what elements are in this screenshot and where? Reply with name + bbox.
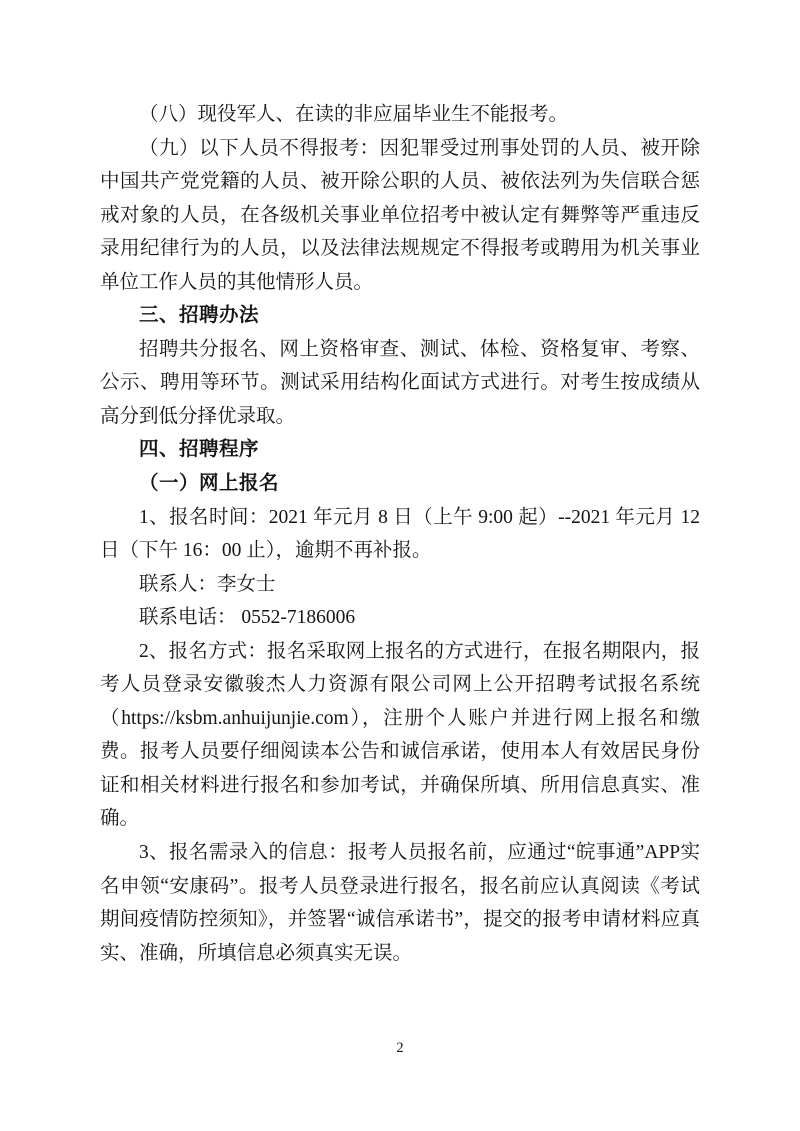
paragraph-recruitment-steps: 招聘共分报名、网上资格审查、测试、体检、资格复审、考察、公示、聘用等环节。测试采用结构化面试方式进行。对考生按成绩从高分到低分择优录取。	[100, 338, 700, 427]
paragraph-registration-info: 3、报名需录入的信息：报考人员报名前，应通过“皖事通”APP实名申领“安康码”。报考人员登录进行报名，报名前应认真阅读《考试期间疫情防控须知》，并签署“诚信承诺书”，提交的报考申请材料应真实、准确，所填信息必须真实无误。	[100, 842, 700, 964]
paragraph-item-9-ineligible: （九）以下人员不得报考：因犯罪受过刑事处罚的人员、被开除中国共产党党籍的人员、被开除公职的人员、被依法列为失信联合惩戒对象的人员，在各级机关事业单位招考中被认定有舞弊等严重违反录用纪律行为的人员，以及法律法规规定不得报考或聘用为机关事业单位工作人员的其他情形人员。	[100, 137, 700, 293]
paragraph-contact-phone: 联系电话： 0552-7186006	[139, 607, 356, 629]
subsection-heading-online-registration: （一）网上报名	[139, 472, 280, 495]
section-heading-recruitment-method: 三、招聘办法	[139, 304, 260, 327]
section-heading-recruitment-procedure: 四、招聘程序	[139, 438, 260, 461]
page-number: 2	[396, 1040, 404, 1056]
paragraph-item-8-military: （八）现役军人、在读的非应届毕业生不能报考。	[139, 104, 569, 125]
paragraph-registration-method: 2、报名方式：报名采取网上报名的方式进行，在报名期限内，报考人员登录安徽骏杰人力资源有限公司网上公开招聘考试报名系统（https://ksbm.anhuijunjie.com），注册个人账户并进行网上报名和缴费。报考人员要仔细阅读本公告和诚信承诺，使用本人有效居民身份证和相关材料进行报名和参加考试，并确保所填、所用信息真实、准确。	[100, 640, 700, 830]
paragraph-contact-person: 联系人：李女士	[139, 573, 276, 595]
paragraph-registration-time: 1、报名时间：2021 年元月 8 日（上午 9:00 起）--2021 年元月 12 日（下午 16：00 止），逾期不再补报。	[100, 506, 700, 562]
document-body	[100, 98, 700, 970]
